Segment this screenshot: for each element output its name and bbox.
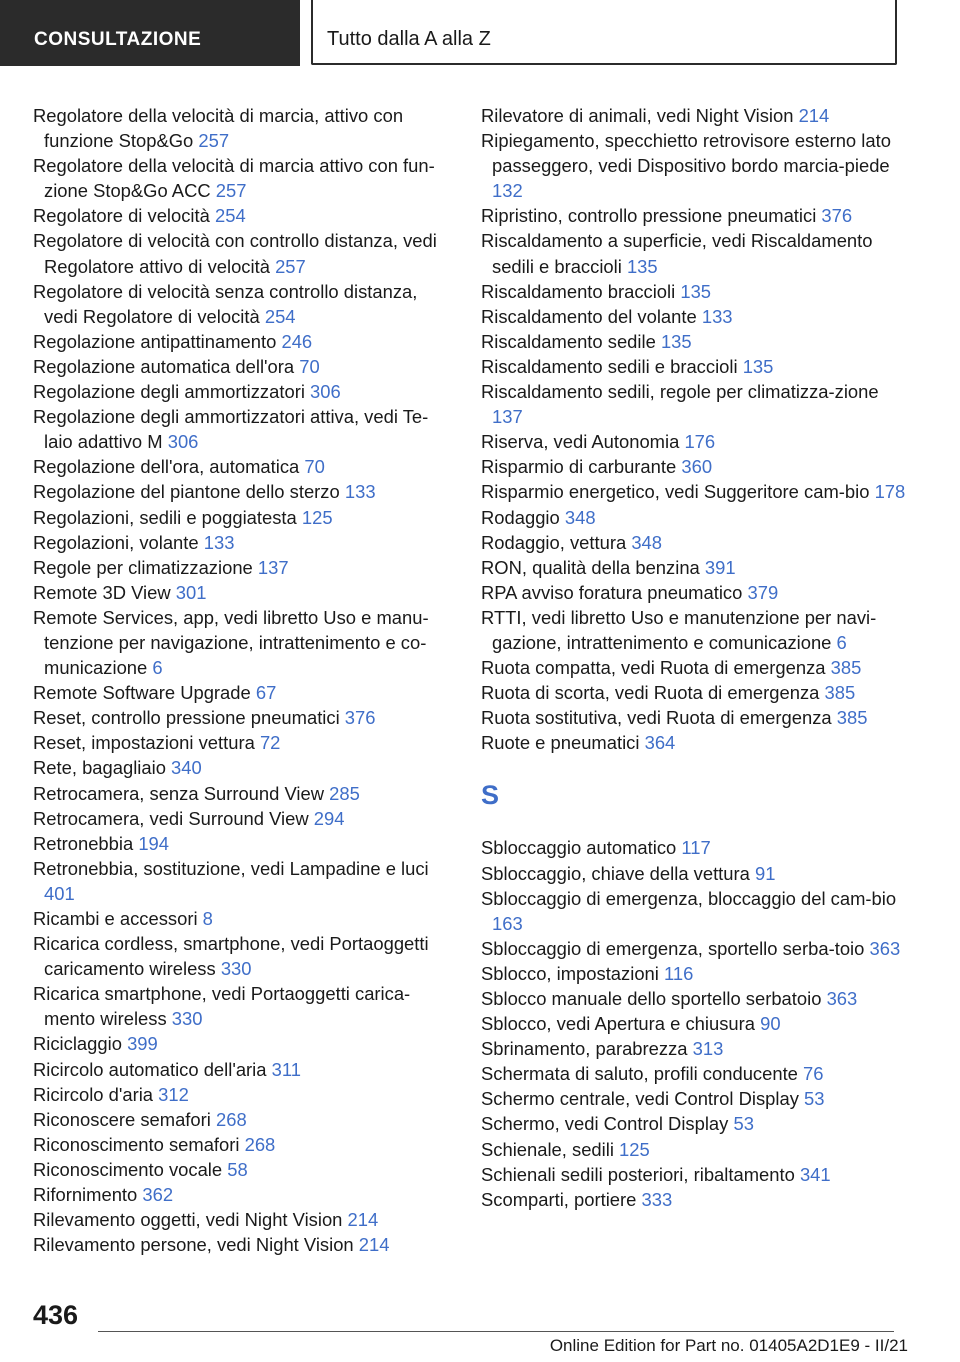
index-entry-text: Ruota compatta, vedi Ruota di emergenza: [481, 657, 826, 679]
index-entry: [33, 505, 453, 530]
index-entry: [33, 730, 453, 755]
index-entry: [481, 605, 911, 655]
index-entry-text: Schienale, sedili: [481, 1138, 614, 1160]
index-column-right: [481, 103, 911, 1212]
index-entry: [481, 1086, 911, 1111]
index-entry-text: Ripiegamento, specchietto retrovisore esterno lato passeggero, vedi Dispositivo bordo marcia-piede: [481, 130, 891, 177]
page-reference-link[interactable]: 90: [760, 1013, 781, 1035]
index-entry-text: Riconoscere semafori: [33, 1108, 211, 1130]
index-entry-text: Regolazioni, volante: [33, 531, 199, 553]
index-entry: [481, 379, 911, 429]
page-reference-link[interactable]: 268: [244, 1133, 276, 1155]
index-entry: [33, 1182, 453, 1207]
index-entry-text: Riscaldamento a superficie, vedi Riscaldamento sedili e braccioli: [481, 230, 873, 277]
index-entry: [481, 835, 911, 860]
page-reference-link[interactable]: 137: [492, 406, 523, 428]
page-reference-link[interactable]: 385: [824, 682, 856, 704]
index-entry-text: RTTI, vedi libretto Uso e manutenzione per navi-gazione, intrattenimento e comunicazione: [481, 606, 877, 653]
index-entry-text: Remote Services, app, vedi libretto Uso e manu-tenzione per navigazione, intrattenimento e co-municazione: [33, 606, 429, 679]
index-entry: [481, 1187, 911, 1212]
index-entry: [481, 861, 911, 886]
index-entry-text: Regolazione degli ammortizzatori attiva, vedi Te-laio adattivo M: [33, 406, 429, 453]
index-entry: [33, 1107, 453, 1132]
index-entry: [33, 705, 453, 730]
index-entry-text: Retrocamera, senza Surround View: [33, 782, 324, 804]
index-entry: [33, 1157, 453, 1182]
index-entry: [33, 680, 453, 705]
index-entry: [481, 103, 911, 128]
index-entry: [481, 454, 911, 479]
page-reference-link[interactable]: 376: [821, 205, 853, 227]
page-reference-link[interactable]: 133: [203, 531, 235, 553]
index-entry: [33, 981, 453, 1031]
index-entry-text: Reset, impostazioni vettura: [33, 732, 255, 754]
index-entry: [33, 228, 453, 278]
index-entry-text: Ripristino, controllo pressione pneumatici: [481, 205, 817, 227]
page-reference-link[interactable]: 379: [747, 581, 779, 603]
index-entry: [33, 806, 453, 831]
index-entry: [481, 203, 911, 228]
index-entry: [481, 279, 911, 304]
page-reference-link[interactable]: 285: [329, 782, 360, 804]
index-entry: [33, 831, 453, 856]
index-entry-text: Risparmio energetico, vedi Suggeritore cam-bio: [481, 481, 870, 503]
page-reference-link[interactable]: 135: [626, 255, 658, 277]
footer-divider: [98, 1331, 894, 1332]
index-entry-text: Rilevamento persone, vedi Night Vision: [33, 1234, 354, 1256]
index-entry-text: Riscaldamento braccioli: [481, 280, 676, 302]
index-entry-text: Regolazione dell'ora, automatica: [33, 456, 300, 478]
page-reference-link[interactable]: 341: [799, 1163, 831, 1185]
index-entry: [481, 128, 911, 203]
page-reference-link[interactable]: 72: [259, 732, 281, 754]
index-entry: [33, 1057, 453, 1082]
page-header: [0, 0, 960, 66]
page-reference-link[interactable]: 391: [704, 556, 736, 578]
index-entry-text: RON, qualità della benzina: [481, 556, 700, 578]
page-reference-link[interactable]: 76: [803, 1063, 824, 1085]
index-entry-text: Sblocco manuale dello sportello serbatoio: [481, 988, 822, 1009]
page-reference-link[interactable]: 364: [644, 732, 676, 754]
index-entry-text: Ruota di scorta, vedi Ruota di emergenza: [481, 682, 820, 704]
index-entry-text: Ricarica cordless, smartphone, vedi Portaoggetti caricamento wireless: [33, 933, 429, 980]
index-entry: [33, 530, 453, 555]
index-entry-text: Schienali sedili posteriori, ribaltamento: [481, 1163, 795, 1185]
page-reference-link[interactable]: 313: [692, 1038, 724, 1060]
page-reference-link[interactable]: 6: [836, 631, 847, 653]
index-entry-text: Reset, controllo pressione pneumatici: [33, 707, 340, 729]
index-entry: [33, 279, 453, 329]
index-entry: [481, 304, 911, 329]
index-entry: [481, 1111, 911, 1136]
page-reference-link[interactable]: 214: [798, 105, 830, 126]
page-reference-link[interactable]: 135: [680, 280, 712, 302]
page-reference-link[interactable]: 176: [684, 431, 716, 453]
page-number: 436: [33, 1300, 79, 1330]
page-reference-link[interactable]: 125: [619, 1138, 650, 1160]
index-entry-text: Regolatore della velocità di marcia attivo con fun-zione Stop&Go ACC: [33, 155, 435, 202]
index-entry: [481, 479, 911, 504]
index-entry: [481, 228, 911, 278]
index-entry-text: Riscaldamento sedili e braccioli: [481, 355, 738, 377]
index-entry-text: Regolazioni, sedili e poggiatesta: [33, 506, 297, 528]
index-entry-text: Remote Software Upgrade: [33, 682, 251, 704]
page-reference-link[interactable]: 306: [167, 431, 199, 453]
section-tab[interactable]: [0, 0, 300, 66]
index-entry-text: Riciclaggio: [33, 1033, 122, 1055]
index-entry-text: Rete, bagagliaio: [33, 757, 166, 779]
page-reference-link[interactable]: 254: [214, 205, 246, 227]
index-entry-text: Scomparti, portiere: [481, 1188, 637, 1210]
index-entry-text: Riscaldamento sedile: [481, 330, 656, 352]
index-entry: [33, 856, 453, 906]
index-entry-text: Regolazione degli ammortizzatori: [33, 381, 305, 403]
page-reference-link[interactable]: 362: [142, 1184, 174, 1206]
index-entry-text: Riscaldamento del volante: [481, 305, 697, 327]
page-reference-link[interactable]: 306: [310, 381, 341, 403]
index-entry: [33, 931, 453, 981]
page-reference-link[interactable]: 348: [564, 506, 596, 528]
page-reference-link[interactable]: 70: [299, 355, 320, 377]
index-column-left: [33, 103, 453, 1257]
page-reference-link[interactable]: 58: [227, 1158, 248, 1180]
index-entry-text: Sbloccaggio di emergenza, bloccaggio del cam-bio: [481, 887, 897, 909]
page-reference-link[interactable]: 214: [347, 1209, 379, 1231]
index-entry-text: Regole per climatizzazione: [33, 556, 253, 578]
index-entry-text: Regolatore della velocità di marcia, attivo con funzione Stop&Go: [33, 105, 404, 152]
index-entry-text: Retrocamera, vedi Surround View: [33, 807, 309, 829]
page-reference-link[interactable]: 133: [701, 305, 733, 327]
index-entry-text: Schermata di saluto, profili conducente: [481, 1063, 798, 1085]
page-reference-link[interactable]: 67: [255, 682, 277, 704]
index-entry: [481, 580, 911, 605]
page-reference-link[interactable]: 340: [171, 757, 202, 779]
index-entry: [481, 1137, 911, 1162]
page-reference-link[interactable]: 6: [152, 657, 163, 679]
footer-edition: Online Edition for Part no. 01405A2D1E9 - II/21: [549, 1336, 908, 1355]
page-reference-link[interactable]: 163: [492, 912, 523, 934]
index-entry-text: Rodaggio: [481, 506, 560, 528]
index-entry-text: Regolatore di velocità con controllo distanza, vedi Regolatore attivo di velocità: [33, 230, 437, 277]
page-reference-link[interactable]: 132: [492, 180, 523, 202]
page-reference-link[interactable]: 257: [198, 130, 230, 152]
index-entry-text: RPA avviso foratura pneumatico: [481, 581, 743, 603]
index-entry: [33, 454, 453, 479]
page-reference-link[interactable]: 246: [281, 330, 313, 352]
index-entry-text: Regolazione automatica dell'ora: [33, 355, 295, 377]
index-entry: [481, 961, 911, 986]
index-entry-text: Regolazione del piantone dello sterzo: [33, 481, 340, 503]
index-entry-text: Risparmio di carburante: [481, 456, 677, 478]
index-entry: [481, 986, 911, 1011]
page-reference-link[interactable]: 257: [215, 180, 247, 202]
index-entry: [33, 203, 453, 228]
index-entry-text: Schermo centrale, vedi Control Display: [481, 1088, 799, 1110]
page-reference-link[interactable]: 135: [742, 355, 774, 377]
index-entry-text: Sblocco, impostazioni: [481, 962, 659, 984]
index-entry-text: Rifornimento: [33, 1184, 138, 1206]
page-reference-link[interactable]: 125: [301, 506, 333, 528]
index-entry: [481, 1061, 911, 1086]
page-reference-link[interactable]: 117: [681, 837, 711, 859]
index-entry: [33, 906, 453, 931]
page-reference-link[interactable]: 348: [631, 531, 662, 553]
index-entry: [33, 605, 453, 680]
page-reference-link[interactable]: 254: [264, 305, 296, 327]
page-reference-link[interactable]: 333: [641, 1188, 673, 1210]
index-entry: [33, 404, 453, 454]
index-entry: [481, 530, 911, 555]
page-reference-link[interactable]: 178: [874, 481, 906, 503]
index-entry: [33, 1232, 453, 1257]
page-reference-link[interactable]: 8: [202, 908, 213, 929]
page-reference-link[interactable]: 363: [826, 988, 858, 1009]
index-entry: [481, 655, 911, 680]
index-entry: [481, 555, 911, 580]
index-entry-text: Riserva, vedi Autonomia: [481, 431, 680, 453]
index-entry-text: Sbloccaggio di emergenza, sportello serba-toio: [481, 937, 865, 959]
index-entry-text: Sbloccaggio, chiave della vettura: [481, 862, 750, 884]
index-entry: [481, 329, 911, 354]
subsection-title: Tutto dalla A alla Z: [327, 28, 491, 50]
index-entry: [33, 555, 453, 580]
index-entry-text: Regolatore di velocità senza controllo distanza, vedi Regolatore di velocità: [33, 280, 418, 327]
index-entry-text: Regolatore di velocità: [33, 205, 210, 227]
index-entry: [33, 379, 453, 404]
index-entry: [33, 1082, 453, 1107]
index-entry-text: Riscaldamento sedili, regole per climatizza-zione: [481, 381, 879, 403]
page-reference-link[interactable]: 330: [220, 958, 252, 980]
index-entry-text: Riconoscimento semafori: [33, 1133, 240, 1155]
page-reference-link[interactable]: 330: [171, 1008, 203, 1030]
page-reference-link[interactable]: 399: [127, 1033, 158, 1055]
page-reference-link[interactable]: 133: [344, 481, 376, 503]
index-entry: [481, 354, 911, 379]
index-entry: [481, 705, 911, 730]
index-entry-text: Regolazione antipattinamento: [33, 330, 277, 352]
index-entry: [481, 1011, 911, 1036]
page-reference-link[interactable]: 401: [44, 882, 75, 904]
index-entry: [481, 680, 911, 705]
index-entry: [481, 505, 911, 530]
index-entry-text: Ruota sostitutiva, vedi Ruota di emergenza: [481, 707, 832, 729]
index-entry-text: Riconoscimento vocale: [33, 1158, 223, 1180]
page-reference-link[interactable]: 137: [257, 556, 289, 578]
page-reference-link[interactable]: 70: [304, 456, 325, 478]
index-entry-text: Retronebbia: [33, 832, 134, 854]
index-entry: [33, 1031, 453, 1056]
page-reference-link[interactable]: 312: [158, 1083, 189, 1105]
index-entry-text: Rilevatore di animali, vedi Night Vision: [481, 105, 794, 126]
index-entry: [33, 580, 453, 605]
index-entry-text: Sbrinamento, parabrezza: [481, 1038, 688, 1060]
page-reference-link[interactable]: 385: [836, 707, 868, 729]
page-reference-link[interactable]: 194: [138, 832, 170, 854]
index-entry: [33, 354, 453, 379]
index-entry-text: Retronebbia, sostituzione, vedi Lampadine e luci: [33, 857, 429, 879]
index-entry: [33, 781, 453, 806]
index-entry-text: Ricircolo d'aria: [33, 1083, 154, 1105]
index-entry-text: Ricircolo automatico dell'aria: [33, 1058, 267, 1080]
section-title: CONSULTAZIONE: [34, 29, 202, 50]
page-reference-link[interactable]: 301: [175, 581, 207, 603]
index-entry: [481, 936, 911, 961]
index-entry: [481, 429, 911, 454]
index-entry: [33, 1132, 453, 1157]
page-reference-link[interactable]: 53: [804, 1088, 825, 1110]
page-reference-link[interactable]: 214: [358, 1234, 390, 1256]
index-entry: [481, 886, 911, 936]
page-reference-link[interactable]: 116: [664, 962, 694, 984]
index-entry: [33, 755, 453, 780]
index-entry-text: Remote 3D View: [33, 581, 171, 603]
index-entry: [33, 479, 453, 504]
page-reference-link[interactable]: 257: [275, 255, 306, 277]
index-entry: [33, 103, 453, 153]
index-entry-text: Sbloccaggio automatico: [481, 837, 677, 859]
index-entry-text: Ricarica smartphone, vedi Portaoggetti carica-mento wireless: [33, 983, 411, 1030]
index-entry: [33, 329, 453, 354]
page-reference-link[interactable]: 363: [869, 937, 901, 959]
subsection-tab[interactable]: [311, 0, 897, 65]
index-entry-text: Schermo, vedi Control Display: [481, 1113, 729, 1135]
page-reference-link[interactable]: 376: [344, 707, 376, 729]
page-reference-link[interactable]: 53: [733, 1113, 754, 1135]
index-entry-text: Rodaggio, vettura: [481, 531, 627, 553]
index-entry-text: Ruote e pneumatici: [481, 732, 640, 754]
index-entry: [33, 1207, 453, 1232]
index-entry-text: Sblocco, vedi Apertura e chiusura: [481, 1013, 755, 1035]
index-entry-text: Rilevamento oggetti, vedi Night Vision: [33, 1209, 343, 1231]
page-reference-link[interactable]: 294: [313, 807, 345, 829]
page-reference-link[interactable]: 385: [830, 657, 862, 679]
index-letter-heading: S: [481, 780, 500, 811]
index-entry: [481, 1162, 911, 1187]
page-reference-link[interactable]: 91: [755, 862, 776, 884]
page-reference-link[interactable]: 360: [681, 456, 713, 478]
index-entry: [481, 1036, 911, 1061]
page-reference-link[interactable]: 135: [660, 330, 692, 352]
index-entry: [481, 730, 911, 755]
page-reference-link[interactable]: 311: [271, 1058, 301, 1080]
index-entry: [33, 153, 453, 203]
page-reference-link[interactable]: 268: [215, 1108, 247, 1130]
index-entry-text: Ricambi e accessori: [33, 908, 198, 929]
